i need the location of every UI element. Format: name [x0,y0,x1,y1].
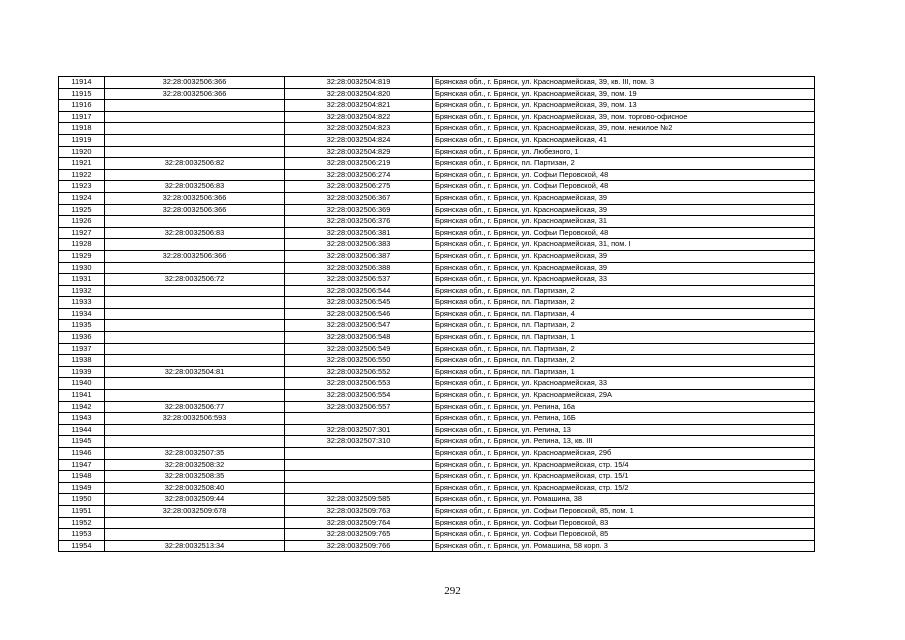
cadastral-number-cell: 32:28:0032506:547 [285,320,433,332]
address-cell: Брянская обл., г. Брянск, ул. Красноармейская, 41 [433,134,815,146]
address-cell: Брянская обл., г. Брянск, ул. Любезного, 1 [433,146,815,158]
address-cell: Брянская обл., г. Брянск, ул. Ромашина, 58 корп. 3 [433,540,815,552]
address-cell: Брянская обл., г. Брянск, ул. Красноармейская, 29А [433,390,815,402]
table-row [59,134,815,146]
row-number-cell: 11915 [59,88,105,100]
table-row [59,401,815,413]
address-cell: Брянская обл., г. Брянск, пл. Партизан, 2 [433,297,815,309]
cadastral-number-cell: 32:28:0032506:367 [285,192,433,204]
table-row [59,239,815,251]
cadastral-number-cell: 32:28:0032506:381 [285,227,433,239]
row-number-cell: 11945 [59,436,105,448]
parent-cadastral-cell [105,436,285,448]
parent-cadastral-cell [105,285,285,297]
cadastral-number-cell: 32:28:0032504:819 [285,77,433,89]
parent-cadastral-cell [105,146,285,158]
table-row [59,448,815,460]
cadastral-number-cell: 32:28:0032509:765 [285,529,433,541]
row-number-cell: 11925 [59,204,105,216]
parent-cadastral-cell: 32:28:0032506:72 [105,274,285,286]
address-cell: Брянская обл., г. Брянск, ул. Красноармейская, стр. 15/1 [433,471,815,483]
parent-cadastral-cell [105,355,285,367]
row-number-cell: 11920 [59,146,105,158]
table-row [59,413,815,425]
row-number-cell: 11941 [59,390,105,402]
cadastral-number-cell [285,459,433,471]
cadastral-number-cell: 32:28:0032506:545 [285,297,433,309]
cadastral-number-cell: 32:28:0032506:376 [285,216,433,228]
parent-cadastral-cell [105,517,285,529]
table-row [59,204,815,216]
table-row [59,308,815,320]
cadastral-number-cell: 32:28:0032506:537 [285,274,433,286]
table-row [59,540,815,552]
address-cell: Брянская обл., г. Брянск, ул. Красноармейская, 39, пом. нежилое №2 [433,123,815,135]
parent-cadastral-cell [105,123,285,135]
row-number-cell: 11926 [59,216,105,228]
row-number-cell: 11935 [59,320,105,332]
parent-cadastral-cell: 32:28:0032506:593 [105,413,285,425]
table-row [59,77,815,89]
registry-table [58,76,815,552]
address-cell: Брянская обл., г. Брянск, ул. Ромашина, 38 [433,494,815,506]
table-row [59,436,815,448]
row-number-cell: 11928 [59,239,105,251]
cadastral-number-cell: 32:28:0032506:369 [285,204,433,216]
parent-cadastral-cell [105,308,285,320]
parent-cadastral-cell: 32:28:0032506:366 [105,77,285,89]
page-number: 292 [444,585,461,597]
address-cell: Брянская обл., г. Брянск, ул. Софьи Перовской, 83 [433,517,815,529]
cadastral-number-cell: 32:28:0032506:383 [285,239,433,251]
address-cell: Брянская обл., г. Брянск, ул. Репина, 13 [433,424,815,436]
cadastral-number-cell: 32:28:0032504:822 [285,111,433,123]
parent-cadastral-cell: 32:28:0032506:366 [105,192,285,204]
table-row [59,320,815,332]
cadastral-number-cell: 32:28:0032504:820 [285,88,433,100]
parent-cadastral-cell [105,216,285,228]
address-cell: Брянская обл., г. Брянск, ул. Софьи Перовской, 85 [433,529,815,541]
row-number-cell: 11942 [59,401,105,413]
address-cell: Брянская обл., г. Брянск, ул. Софьи Перовской, 85, пом. 1 [433,505,815,517]
parent-cadastral-cell [105,320,285,332]
table-row [59,169,815,181]
address-cell: Брянская обл., г. Брянск, ул. Красноармейская, 39, кв. III, пом. 3 [433,77,815,89]
row-number-cell: 11929 [59,250,105,262]
parent-cadastral-cell [105,390,285,402]
row-number-cell: 11919 [59,134,105,146]
cadastral-number-cell: 32:28:0032504:821 [285,100,433,112]
parent-cadastral-cell: 32:28:0032506:366 [105,204,285,216]
row-number-cell: 11953 [59,529,105,541]
parent-cadastral-cell: 32:28:0032507:35 [105,448,285,460]
table-row [59,250,815,262]
cadastral-number-cell: 32:28:0032506:553 [285,378,433,390]
address-cell: Брянская обл., г. Брянск, ул. Красноармейская, 33 [433,378,815,390]
row-number-cell: 11946 [59,448,105,460]
parent-cadastral-cell [105,169,285,181]
address-cell: Брянская обл., г. Брянск, ул. Софьи Перовской, 48 [433,227,815,239]
address-cell: Брянская обл., г. Брянск, ул. Красноармейская, 39, пом. 19 [433,88,815,100]
address-cell: Брянская обл., г. Брянск, ул. Красноармейская, 39, пом. 13 [433,100,815,112]
table-row [59,459,815,471]
address-cell: Брянская обл., г. Брянск, ул. Красноармейская, 39, пом. торгово-офисное [433,111,815,123]
row-number-cell: 11940 [59,378,105,390]
row-number-cell: 11922 [59,169,105,181]
row-number-cell: 11921 [59,158,105,170]
address-cell: Брянская обл., г. Брянск, ул. Красноармейская, стр. 15/4 [433,459,815,471]
table-row [59,355,815,367]
row-number-cell: 11948 [59,471,105,483]
cadastral-number-cell: 32:28:0032506:387 [285,250,433,262]
address-cell: Брянская обл., г. Брянск, пл. Партизан, 2 [433,158,815,170]
cadastral-number-cell: 32:28:0032506:550 [285,355,433,367]
address-cell: Брянская обл., г. Брянск, ул. Репина, 13, кв. III [433,436,815,448]
row-number-cell: 11952 [59,517,105,529]
row-number-cell: 11930 [59,262,105,274]
table-row [59,529,815,541]
row-number-cell: 11950 [59,494,105,506]
table-row [59,146,815,158]
parent-cadastral-cell [105,378,285,390]
table-row [59,181,815,193]
address-cell: Брянская обл., г. Брянск, пл. Партизан, 1 [433,332,815,344]
row-number-cell: 11954 [59,540,105,552]
row-number-cell: 11936 [59,332,105,344]
parent-cadastral-cell: 32:28:0032504:81 [105,366,285,378]
row-number-cell: 11932 [59,285,105,297]
cadastral-number-cell: 32:28:0032504:829 [285,146,433,158]
cadastral-number-cell: 32:28:0032509:585 [285,494,433,506]
cadastral-number-cell: 32:28:0032506:546 [285,308,433,320]
cadastral-number-cell: 32:28:0032506:275 [285,181,433,193]
cadastral-number-cell [285,413,433,425]
parent-cadastral-cell: 32:28:0032508:35 [105,471,285,483]
cadastral-number-cell: 32:28:0032506:388 [285,262,433,274]
cadastral-number-cell: 32:28:0032504:823 [285,123,433,135]
address-cell: Брянская обл., г. Брянск, ул. Красноармейская, 39 [433,262,815,274]
address-cell: Брянская обл., г. Брянск, ул. Красноармейская, 39 [433,204,815,216]
row-number-cell: 11938 [59,355,105,367]
cadastral-number-cell: 32:28:0032507:310 [285,436,433,448]
parent-cadastral-cell: 32:28:0032509:44 [105,494,285,506]
row-number-cell: 11944 [59,424,105,436]
address-cell: Брянская обл., г. Брянск, ул. Красноармейская, 33 [433,274,815,286]
address-cell: Брянская обл., г. Брянск, ул. Софьи Перовской, 48 [433,181,815,193]
cadastral-number-cell: 32:28:0032506:219 [285,158,433,170]
table-row [59,216,815,228]
parent-cadastral-cell [105,297,285,309]
table-row [59,297,815,309]
row-number-cell: 11917 [59,111,105,123]
parent-cadastral-cell [105,239,285,251]
address-cell: Брянская обл., г. Брянск, ул. Красноармейская, 39 [433,192,815,204]
parent-cadastral-cell [105,262,285,274]
parent-cadastral-cell: 32:28:0032506:366 [105,250,285,262]
parent-cadastral-cell: 32:28:0032506:82 [105,158,285,170]
cadastral-number-cell: 32:28:0032507:301 [285,424,433,436]
cadastral-number-cell: 32:28:0032506:554 [285,390,433,402]
row-number-cell: 11933 [59,297,105,309]
cadastral-number-cell: 32:28:0032506:549 [285,343,433,355]
table-row [59,482,815,494]
row-number-cell: 11949 [59,482,105,494]
table-row [59,158,815,170]
address-cell: Брянская обл., г. Брянск, пл. Партизан, 4 [433,308,815,320]
cadastral-number-cell: 32:28:0032506:552 [285,366,433,378]
row-number-cell: 11914 [59,77,105,89]
table-row [59,332,815,344]
row-number-cell: 11916 [59,100,105,112]
cadastral-number-cell: 32:28:0032509:766 [285,540,433,552]
parent-cadastral-cell: 32:28:0032509:678 [105,505,285,517]
address-cell: Брянская обл., г. Брянск, пл. Партизан, 2 [433,355,815,367]
parent-cadastral-cell: 32:28:0032506:77 [105,401,285,413]
address-cell: Брянская обл., г. Брянск, ул. Репина, 16Б [433,413,815,425]
table-row [59,471,815,483]
cadastral-number-cell: 32:28:0032506:557 [285,401,433,413]
cadastral-number-cell [285,448,433,460]
table-row [59,111,815,123]
row-number-cell: 11923 [59,181,105,193]
table-row [59,285,815,297]
parent-cadastral-cell [105,343,285,355]
row-number-cell: 11918 [59,123,105,135]
cadastral-number-cell [285,471,433,483]
cadastral-number-cell: 32:28:0032509:763 [285,505,433,517]
address-cell: Брянская обл., г. Брянск, пл. Партизан, 2 [433,343,815,355]
parent-cadastral-cell [105,332,285,344]
row-number-cell: 11924 [59,192,105,204]
table-row [59,517,815,529]
parent-cadastral-cell: 32:28:0032506:366 [105,88,285,100]
row-number-cell: 11943 [59,413,105,425]
table-row [59,366,815,378]
table-row [59,424,815,436]
table-row [59,262,815,274]
address-cell: Брянская обл., г. Брянск, ул. Красноармейская, стр. 15/2 [433,482,815,494]
table-row [59,100,815,112]
table-row [59,88,815,100]
row-number-cell: 11937 [59,343,105,355]
table-row [59,390,815,402]
row-number-cell: 11931 [59,274,105,286]
parent-cadastral-cell [105,134,285,146]
cadastral-number-cell: 32:28:0032506:544 [285,285,433,297]
row-number-cell: 11927 [59,227,105,239]
parent-cadastral-cell [105,111,285,123]
parent-cadastral-cell [105,100,285,112]
cadastral-number-cell: 32:28:0032506:274 [285,169,433,181]
table-row [59,192,815,204]
cadastral-number-cell: 32:28:0032504:824 [285,134,433,146]
cadastral-number-cell [285,482,433,494]
parent-cadastral-cell [105,529,285,541]
table-row [59,494,815,506]
table-row [59,378,815,390]
cadastral-number-cell: 32:28:0032509:764 [285,517,433,529]
row-number-cell: 11939 [59,366,105,378]
parent-cadastral-cell: 32:28:0032508:40 [105,482,285,494]
row-number-cell: 11934 [59,308,105,320]
address-cell: Брянская обл., г. Брянск, ул. Красноармейская, 31, пом. I [433,239,815,251]
table-row [59,274,815,286]
parent-cadastral-cell [105,424,285,436]
cadastral-number-cell: 32:28:0032506:548 [285,332,433,344]
address-cell: Брянская обл., г. Брянск, ул. Софьи Перовской, 48 [433,169,815,181]
address-cell: Брянская обл., г. Брянск, пл. Партизан, 2 [433,285,815,297]
parent-cadastral-cell: 32:28:0032506:83 [105,181,285,193]
address-cell: Брянская обл., г. Брянск, ул. Красноармейская, 31 [433,216,815,228]
address-cell: Брянская обл., г. Брянск, ул. Красноармейская, 29б [433,448,815,460]
registry-table-body [59,77,815,552]
table-row [59,227,815,239]
table-row [59,505,815,517]
address-cell: Брянская обл., г. Брянск, пл. Партизан, 1 [433,366,815,378]
parent-cadastral-cell: 32:28:0032513:34 [105,540,285,552]
address-cell: Брянская обл., г. Брянск, ул. Красноармейская, 39 [433,250,815,262]
table-row [59,343,815,355]
address-cell: Брянская обл., г. Брянск, ул. Репина, 16а [433,401,815,413]
row-number-cell: 11951 [59,505,105,517]
parent-cadastral-cell: 32:28:0032506:83 [105,227,285,239]
row-number-cell: 11947 [59,459,105,471]
address-cell: Брянская обл., г. Брянск, пл. Партизан, 2 [433,320,815,332]
table-row [59,123,815,135]
parent-cadastral-cell: 32:28:0032508:32 [105,459,285,471]
